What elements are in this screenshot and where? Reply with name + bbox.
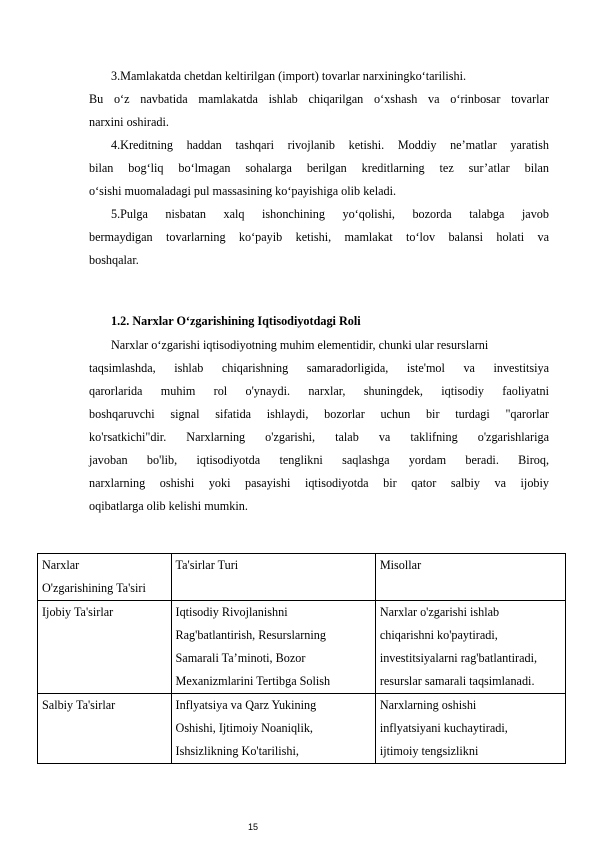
effects-table <box>37 553 566 764</box>
section-line-6: javoban bo'lib, iqtisodiyotda tenglikni saqlashga yordam beradi. Biroq, <box>89 453 549 467</box>
cell-line: Oshishi, Ijtimoiy Noaniqlik, <box>175 721 313 735</box>
section-line-3: qarorlarida muhim rol o'ynaydi. narxlar, shuningdek, iqtisodiy faoliyatni <box>89 384 549 398</box>
cell-line: Salbiy Ta'sirlar <box>42 698 116 712</box>
section-line-2: taqsimlashda, ishlab chiqarishning samaradorligida, iste'mol va investitsiya <box>89 361 549 375</box>
cell-line: Ishsizlikning Ko'tarilishi, <box>175 744 299 758</box>
cell-line: Narxlarning oshishi <box>379 698 477 712</box>
table-cell <box>171 694 375 764</box>
table-cell <box>171 601 375 694</box>
paragraph-5-line-3: boshqalar. <box>89 253 139 267</box>
cell-line: inflyatsiyani kuchaytiradi, <box>379 721 508 735</box>
cell-line: chiqarishni ko'paytiradi, <box>379 628 498 642</box>
cell-line: Mexanizmlarini Tertibga Solish <box>175 674 331 688</box>
paragraph-3-line-3: narxini oshiradi. <box>89 115 169 129</box>
header-cell-line: Misollar <box>379 558 422 572</box>
paragraph-3-line-1: 3.Mamlakatda chetdan keltirilgan (import) tovarlar narxiningko‘tarilishi. <box>111 69 467 83</box>
paragraph-4-line-1: 4.Kreditning haddan tashqari rivojlanib ketishi. Moddiy ne’matlar yaratish <box>111 138 549 152</box>
cell-line: Iqtisodiy Rivojlanishni <box>175 605 288 619</box>
header-cell-type <box>171 554 375 601</box>
table-row <box>38 694 566 764</box>
page-number: 15 <box>248 822 259 832</box>
cell-line: Ijobiy Ta'sirlar <box>42 605 114 619</box>
header-cell-impact <box>38 554 172 601</box>
cell-line: ijtimoiy tengsizlikni <box>379 744 479 758</box>
cell-line: investitsiyalarni rag'batlantiradi, <box>379 651 538 665</box>
table-cell <box>38 601 172 694</box>
paragraph-3-line-2: Bu o‘z navbatida mamlakatda ishlab chiqarilgan o‘xshash va o‘rinbosar tovarlar <box>89 92 549 106</box>
cell-line: Narxlar o'zgarishi ishlab <box>379 605 500 619</box>
table-row <box>38 601 566 694</box>
cell-line: resurslar samarali taqsimlanadi. <box>379 674 535 688</box>
table-header-row <box>38 554 566 601</box>
paragraph-4-line-3: o‘sishi muomaladagi pul massasining ko‘payishiga olib keladi. <box>89 184 397 198</box>
paragraph-5-line-1: 5.Pulga nisbatan xalq ishonchining yo‘qolishi, bozorda talabga javob <box>111 207 549 221</box>
paragraph-4-line-2: bilan bog‘liq bo‘lmagan sohalarga berilgan kreditlarning tez sur’atlar bilan <box>89 161 549 175</box>
cell-line: Inflyatsiya va Qarz Yukining <box>175 698 317 712</box>
section-line-5: ko'rsatkichi"dir. Narxlarning o'zgarishi, talab va taklifning o'zgarishlariga <box>89 430 549 444</box>
section-line-1: Narxlar o‘zgarishi iqtisodiyotning muhim elementidir, chunki ular resurslarni <box>111 338 489 352</box>
table-cell <box>38 694 172 764</box>
header-cell-line: O'zgarishining Ta'siri <box>42 581 146 595</box>
section-line-4: boshqaruvchi signal sifatida ishlaydi, bozorlar uchun bir turdagi "qarorlar <box>89 407 549 421</box>
paragraph-5-line-2: bermaydigan tovarlarning ko‘payib ketishi, mamlakat to‘lov balansi holati va <box>89 230 549 244</box>
table-cell <box>375 694 565 764</box>
section-line-8: oqibatlarga olib kelishi mumkin. <box>89 499 248 513</box>
header-cell-line: Ta'sirlar Turi <box>175 558 239 572</box>
cell-line: Rag'batlantirish, Resurslarning <box>175 628 326 642</box>
section-heading: 1.2. Narxlar O‘zgarishining Iqtisodiyotdagi Roli <box>111 314 361 328</box>
header-cell-examples <box>375 554 565 601</box>
header-cell-line: Narxlar <box>42 558 80 572</box>
cell-line: Samarali Ta’minoti, Bozor <box>175 651 306 665</box>
section-line-7: narxlarning oshishi yoki pasayishi iqtisodiyotda bir qator salbiy va ijobiy <box>89 476 549 490</box>
table-cell <box>375 601 565 694</box>
